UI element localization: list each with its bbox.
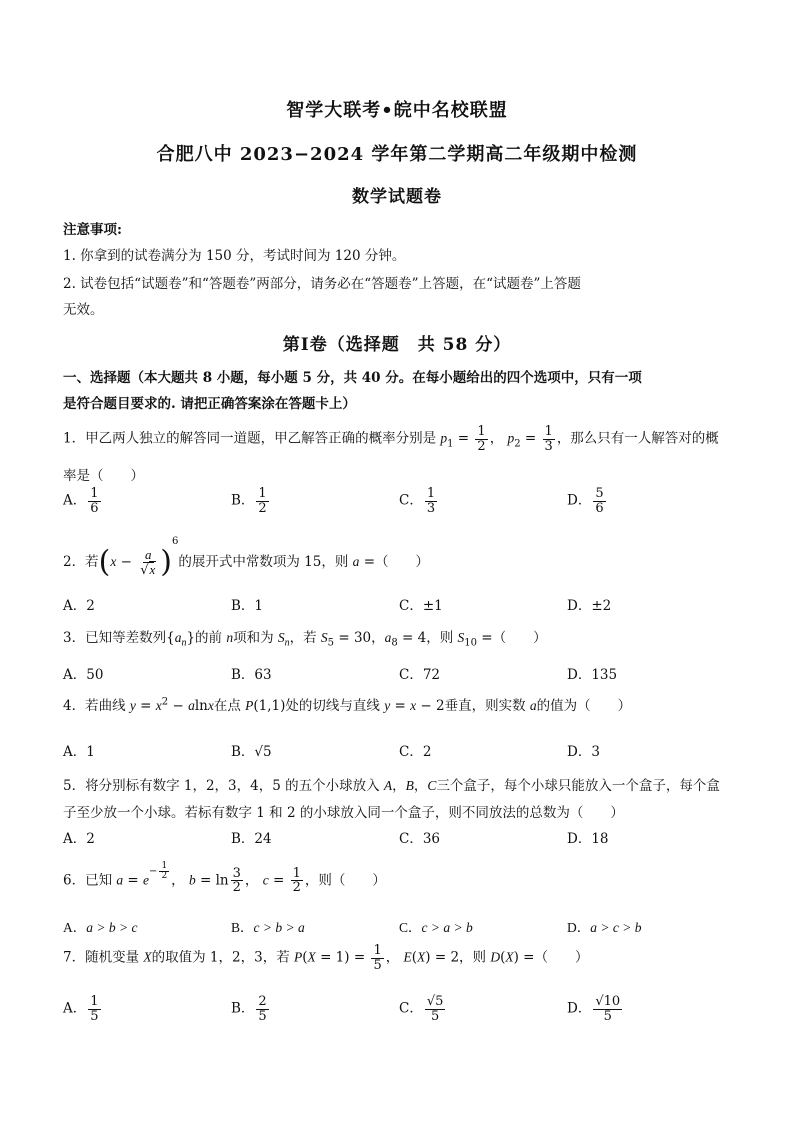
- q5-option-c[interactable]: C．36: [399, 831, 441, 847]
- question-1-stem: 1．甲乙两人独立的解答同一道题，甲乙解答正确的概率分别是 $p_1$ = $\frac{1}{2}$ ， $p_2$ = $\frac{1}{3}$ ，那么只有一人解答对的概: [63, 424, 719, 454]
- question-2-stem: 2．若(x − $\frac{a}{√x}$ )$^6$的展开式中常数项为 15，则 a =（ ）: [63, 536, 430, 580]
- q6-option-b[interactable]: B．c > b > a: [231, 920, 305, 935]
- q6-option-c[interactable]: C．c > a > b: [399, 920, 473, 935]
- q5-option-d[interactable]: D．18: [567, 831, 609, 847]
- q2-option-c[interactable]: C．±1: [399, 598, 443, 614]
- part-one-instructions: 一、选择题（本大题共 8 小题，每小题 5 分，共 40 分。在每小题给出的四个选项中，只有一项: [63, 370, 642, 386]
- question-1-stem-cont: 率是（ ）: [63, 468, 144, 484]
- exam-title-alliance: 智学大联考•皖中名校联盟: [286, 100, 508, 121]
- question-6-stem: 6．已知 $a = e^{- \frac{1}{2}}$ ， b = ln $\frac{3}{2}$ ， c = $\frac{1}{2}$ ，则（ ）: [63, 861, 386, 896]
- q4-option-b[interactable]: B．√5: [231, 744, 272, 760]
- q3-option-b[interactable]: B．63: [231, 667, 272, 683]
- exam-title-school: 合肥八中 2023−2024 学年第二学期高二年级期中检测: [156, 144, 638, 165]
- q3-option-d[interactable]: D．135: [567, 667, 618, 683]
- notice-item-2-cont: 无效。: [63, 302, 104, 318]
- notice-item-2: 2. 试卷包括“试题卷”和“答题卷”两部分，请务必在“答题卷”上答题，在“试题卷”上答题: [63, 276, 581, 292]
- q1-option-d[interactable]: D． $\frac{5}{6}$: [567, 486, 604, 516]
- q6-option-a[interactable]: A．a > b > c: [63, 920, 138, 935]
- q7-option-a[interactable]: A． $\frac{1}{5}$: [63, 994, 99, 1024]
- q5-option-b[interactable]: B．24: [231, 831, 272, 847]
- question-4-stem: 4．若曲线 $y = x^2 - alnx$在点 P(1,1)处的切线与直线 y = x − 2垂直，则实数 a的值为（ ）: [63, 696, 632, 714]
- q2-option-b[interactable]: B．1: [231, 598, 264, 614]
- q4-option-a[interactable]: A．1: [63, 744, 95, 760]
- section-title: 第Ⅰ卷（选择题 共 58 分）: [282, 335, 512, 355]
- q4-option-c[interactable]: C．2: [399, 744, 432, 760]
- q3-option-a[interactable]: A．50: [63, 667, 104, 683]
- q6-option-d[interactable]: D．a > c > b: [567, 920, 642, 935]
- q5-option-a[interactable]: A．2: [63, 831, 95, 847]
- q7-option-b[interactable]: B． $\frac{2}{5}$: [231, 994, 267, 1024]
- q2-option-d[interactable]: D．±2: [567, 598, 612, 614]
- q1-text-a: 1．甲乙两人独立的解答同一道题，甲乙解答正确的概率分别是: [63, 430, 437, 447]
- q3-option-c[interactable]: C．72: [399, 667, 441, 683]
- question-3-stem: 3．已知等差数列$\{a_n\}$的前 n项和为 $S_n$，若 $S_5 = 30$，$a_8 = 4$，则 $S_{10}$ =（ ）: [63, 630, 547, 649]
- exam-title-subject: 数学试题卷: [352, 187, 442, 207]
- part-one-instructions-cont: 是符合题目要求的. 请把正确答案涂在答题卡上）: [63, 396, 356, 412]
- q4-option-d[interactable]: D．3: [567, 744, 600, 760]
- question-7-stem: 7．随机变量 X的取值为 1，2，3，若 P(X = 1) = $\frac{1}{5}$ ， E(X) = 2，则 D(X) =（ ）: [63, 943, 589, 973]
- q1-option-b[interactable]: B． $\frac{1}{2}$: [231, 486, 267, 516]
- notice-item-1: 1. 你拿到的试卷满分为 150 分，考试时间为 120 分钟。: [63, 248, 406, 264]
- q1-option-a[interactable]: A． $\frac{1}{6}$: [63, 486, 99, 516]
- notice-heading: 注意事项:: [63, 222, 122, 238]
- q1-option-c[interactable]: C． $\frac{1}{3}$: [399, 486, 436, 516]
- question-5-stem-cont: 子至少放一个小球。若标有数字 1 和 2 的小球放入同一个盒子，则不同放法的总数为（ ）: [63, 805, 624, 821]
- q2-option-a[interactable]: A．2: [63, 598, 95, 614]
- q7-option-c[interactable]: C． $\frac{√5}{5}$: [399, 994, 444, 1024]
- question-5-stem: 5．将分别标有数字 1，2，3，4，5 的五个小球放入 A，B，C三个盒子，每个小球只能放入一个盒子，每个盒: [63, 778, 720, 794]
- q1-text-b: ，那么只有一人解答对的概: [556, 430, 719, 447]
- q7-option-d[interactable]: D． $\frac{√10}{5}$: [567, 994, 621, 1024]
